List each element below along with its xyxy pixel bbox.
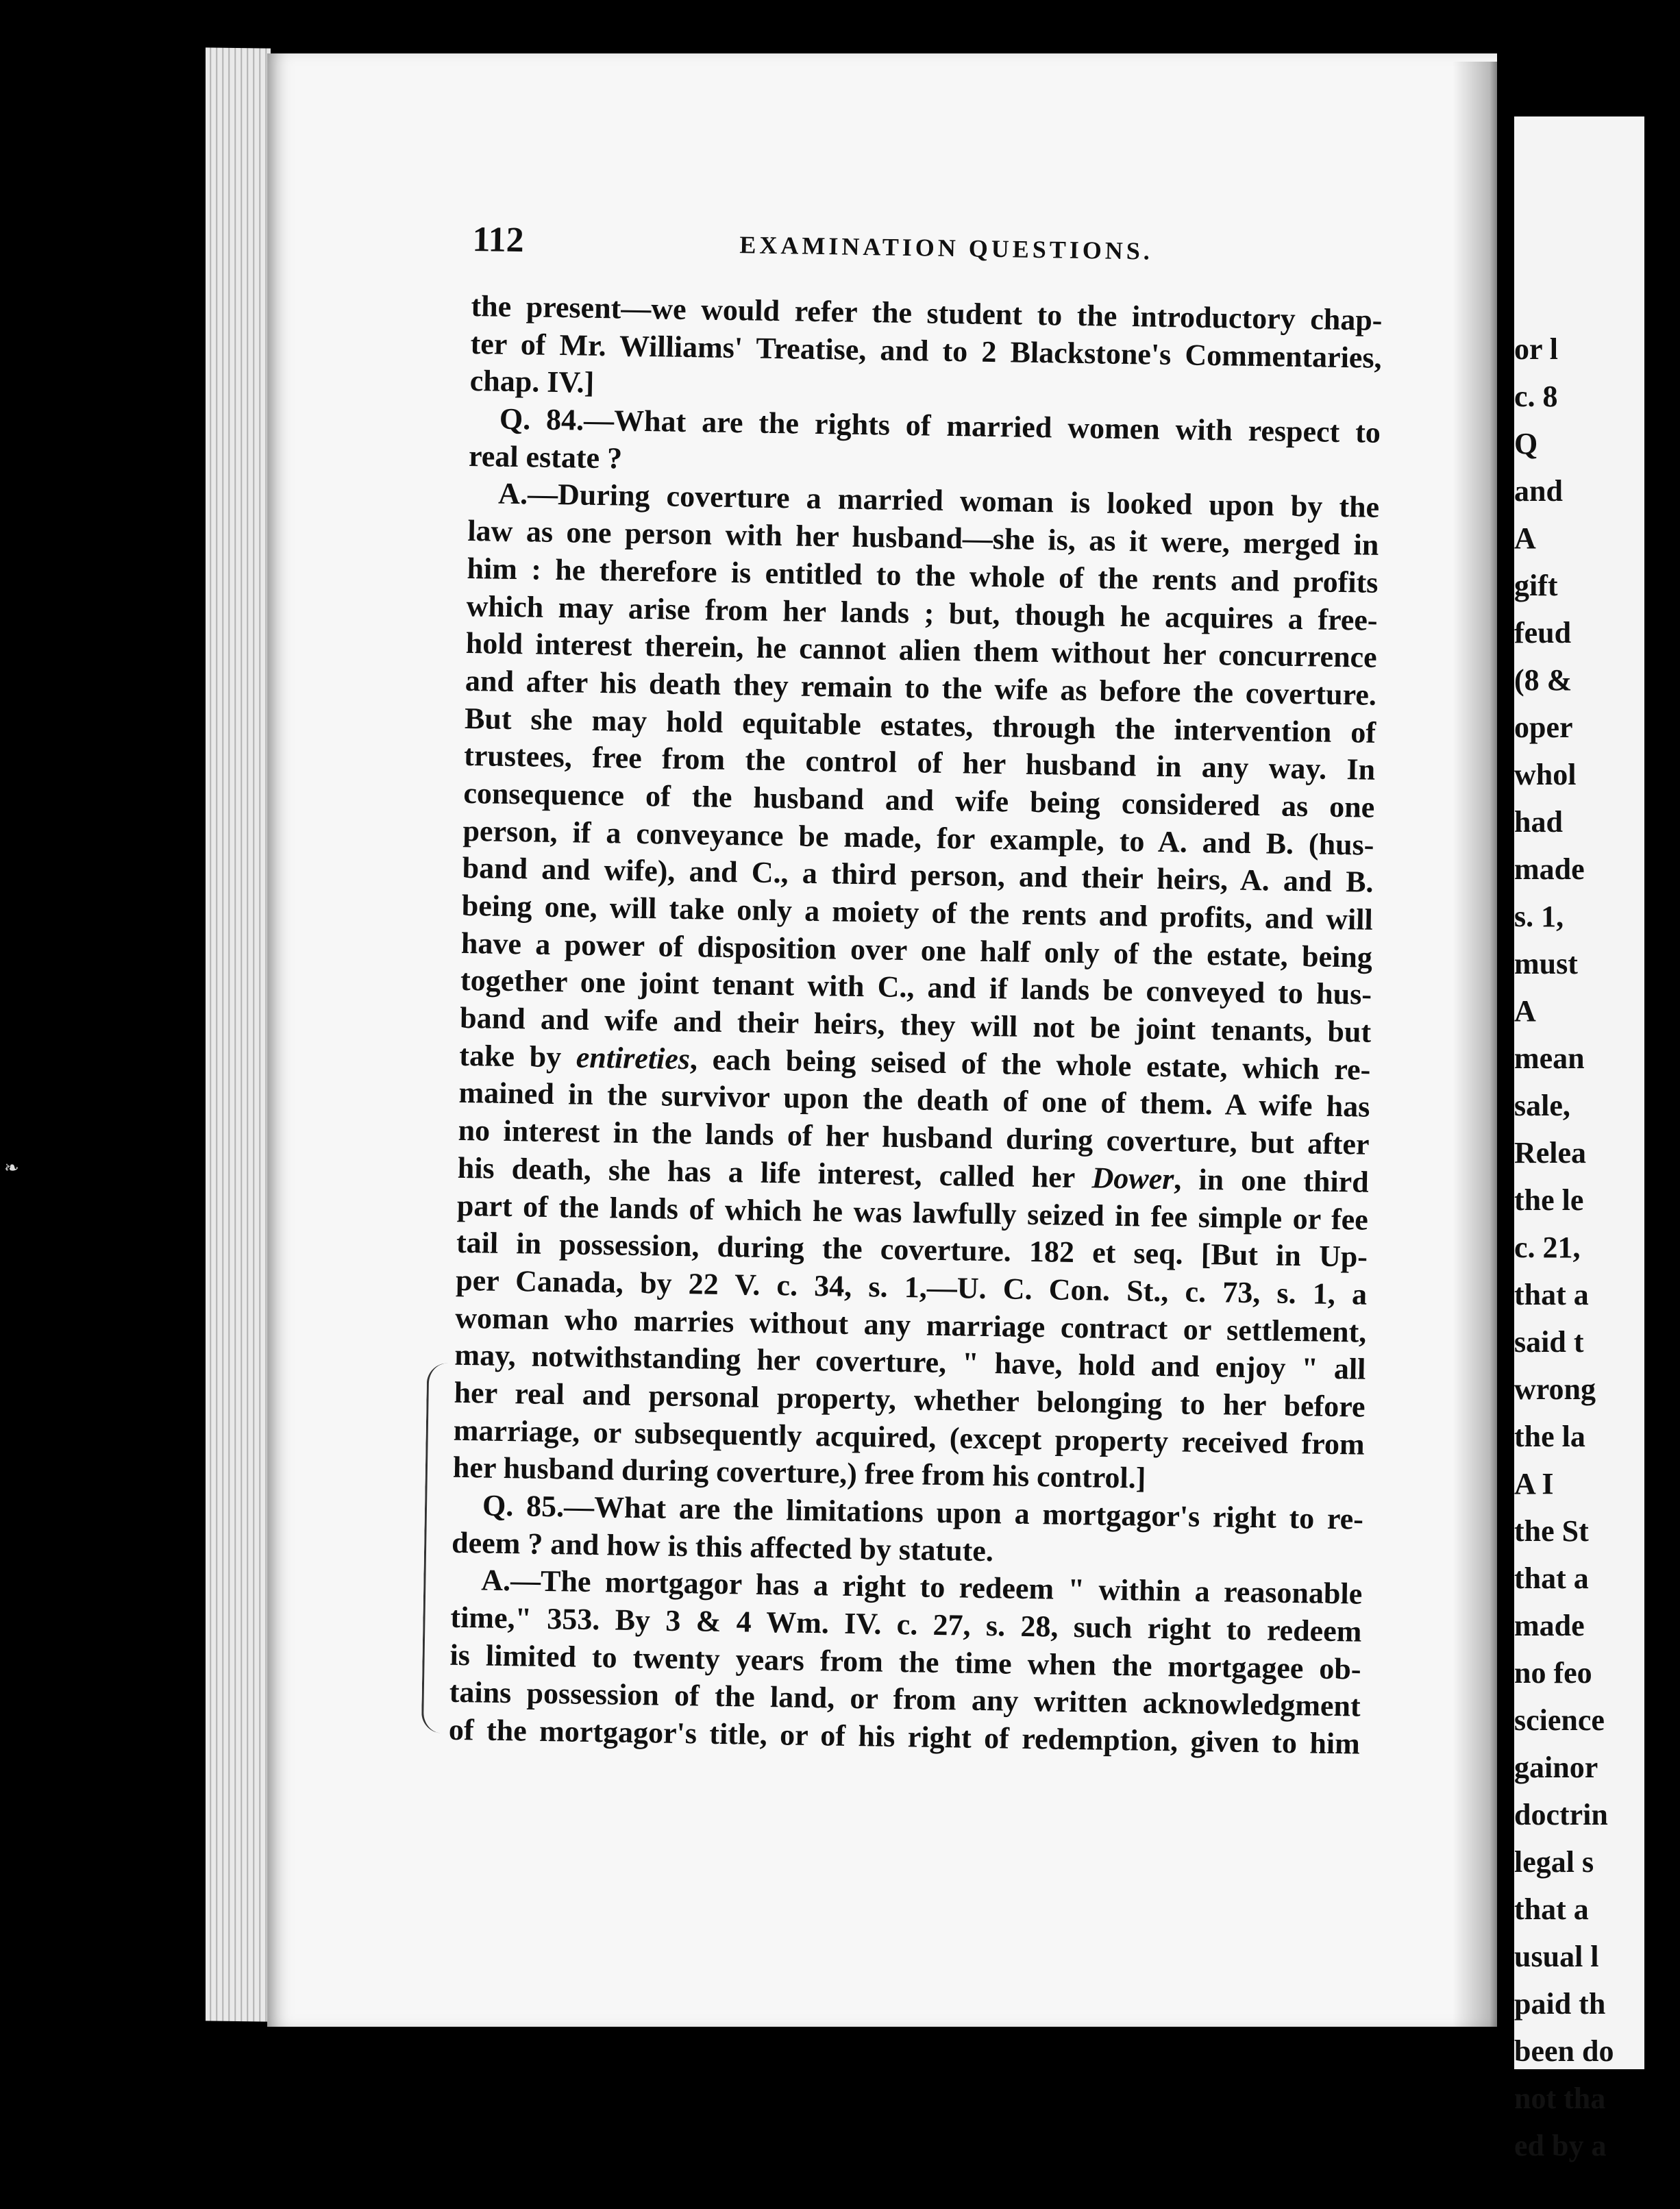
text-line: of the mortgagor's title, or of his right of redemption, given to him bbox=[448, 1712, 1361, 1761]
facing-page-line: had bbox=[1514, 805, 1563, 839]
text-line: band and wife), and C., a third person, and their heirs, A. and B. bbox=[462, 851, 1374, 900]
facing-page-line: Q bbox=[1514, 427, 1538, 460]
facing-page-line: sale, bbox=[1514, 1089, 1570, 1122]
text-line: tail in possession, during the coverture. 182 et seq. [But in Up- bbox=[456, 1226, 1368, 1274]
text-line: person, if a conveyance be made, for example, to A. and B. (hus- bbox=[462, 813, 1374, 862]
facing-page-line: feud bbox=[1514, 616, 1572, 650]
facing-page-line: c. 8 bbox=[1514, 380, 1558, 413]
facing-page-line: wrong bbox=[1514, 1372, 1596, 1406]
text-line: take by entireties, each being seised of the whole estate, which re- bbox=[459, 1038, 1371, 1087]
text-line: him : he therefore is entitled to the whole of the rents and profits bbox=[467, 551, 1379, 600]
text-line: marriage, or subsequently acquired, (except property received from bbox=[453, 1413, 1366, 1461]
body-text bbox=[448, 288, 1382, 1763]
facing-page-line: whol bbox=[1514, 758, 1577, 791]
text-line: may, notwithstanding her coverture, " have, hold and enjoy " all bbox=[454, 1338, 1366, 1386]
facing-page-line: A bbox=[1514, 994, 1536, 1028]
facing-page-line: not tha bbox=[1514, 2082, 1606, 2115]
text-line: her husband during coverture,) free from his control.] bbox=[452, 1451, 1146, 1495]
text-line: part of the lands of which he was lawfully seized in fee simple or fee bbox=[456, 1188, 1369, 1237]
facing-page-line: that a bbox=[1514, 1562, 1589, 1595]
text-line: his death, she has a life interest, called her Dower, in one third bbox=[457, 1150, 1370, 1199]
text-line: woman who marries without any marriage contract or settlement, bbox=[455, 1300, 1367, 1349]
facing-page-line: s. 1, bbox=[1514, 900, 1564, 933]
text-line: hold interest therein, he cannot alien them without her concurrence bbox=[465, 626, 1378, 675]
facing-page-line: and bbox=[1514, 474, 1563, 508]
text-line: trustees, free from the control of her husband in any way. In bbox=[463, 739, 1376, 787]
running-head: EXAMINATION QUESTIONS. bbox=[739, 231, 1154, 265]
facing-page-line: usual l bbox=[1514, 1940, 1599, 1973]
text-line: per Canada, by 22 V. c. 34, s. 1,—U. C. Con. St., c. 73, s. 1, a bbox=[455, 1263, 1368, 1311]
text-line: chap. IV.] bbox=[469, 364, 595, 400]
facing-page-line: made bbox=[1514, 852, 1585, 886]
text-line: and after his death they remain to the wife as before the coverture. bbox=[465, 663, 1377, 712]
text-line: is limited to twenty years from the time when the mortgagee ob- bbox=[449, 1638, 1361, 1686]
text-line: Q. 84.—What are the rights of married women with respect to bbox=[499, 402, 1381, 449]
scan-speck: ❧ bbox=[4, 1158, 19, 1178]
text-line: tains possession of the land, or from any written acknowledgment bbox=[449, 1675, 1361, 1724]
text-line: band and wife and their heirs, they will not be joint tenants, but bbox=[459, 1000, 1372, 1049]
text-line: consequence of the husband and wife being considered as one bbox=[463, 776, 1375, 824]
facing-page-line: paid th bbox=[1514, 1987, 1606, 2021]
facing-page-line: science bbox=[1514, 1703, 1605, 1737]
facing-page-line: been do bbox=[1514, 2034, 1614, 2068]
text-line: Q. 85.—What are the limitations upon a mortgagor's right to re- bbox=[482, 1488, 1364, 1536]
text-line: together one joint tenant with C., and if lands be conveyed to hus- bbox=[460, 963, 1372, 1012]
facing-page-line: ed by a bbox=[1514, 2129, 1607, 2162]
text-line: law as one person with her husband—she is, as it were, merged in bbox=[467, 514, 1379, 562]
facing-page-line: A I bbox=[1514, 1467, 1554, 1501]
book-page-edges bbox=[206, 47, 271, 2021]
facing-page-line: said t bbox=[1514, 1325, 1584, 1359]
facing-page-line: gift bbox=[1514, 569, 1558, 602]
text-line: But she may hold equitable estates, through the intervention of bbox=[464, 701, 1376, 750]
facing-page-line: must bbox=[1514, 947, 1578, 980]
text-line: her real and personal property, whether belonging to her before bbox=[454, 1375, 1366, 1424]
facing-page-line: made bbox=[1514, 1609, 1585, 1642]
text-line: being one, will take only a moiety of the rents and profits, and will bbox=[461, 888, 1374, 937]
text-line: A.—The mortgagor has a right to redeem " within a reasonable bbox=[480, 1563, 1363, 1612]
facing-page bbox=[1514, 116, 1644, 2162]
facing-page-line: A bbox=[1514, 521, 1536, 555]
text-line: which may arise from her lands ; but, though he acquires a free- bbox=[466, 589, 1378, 637]
facing-page-line: mean bbox=[1514, 1041, 1585, 1075]
facing-page-line: oper bbox=[1514, 711, 1573, 744]
facing-page-line: that a bbox=[1514, 1892, 1589, 1926]
facing-page-line: (8 & bbox=[1514, 663, 1572, 697]
text-line: deem ? and how is this affected by statute. bbox=[451, 1525, 994, 1568]
page-number: 112 bbox=[472, 219, 525, 260]
facing-page-line: or l bbox=[1514, 332, 1558, 366]
facing-page-line: gainor bbox=[1514, 1751, 1598, 1784]
facing-page-line: the le bbox=[1514, 1183, 1584, 1217]
facing-page-line: that a bbox=[1514, 1278, 1589, 1311]
text-line: no interest in the lands of her husband during coverture, but after bbox=[458, 1113, 1370, 1161]
text-line: have a power of disposition over one half only of the estate, being bbox=[460, 926, 1373, 974]
text-line: mained in the survivor upon the death of one of them. A wife has bbox=[458, 1076, 1370, 1124]
facing-page-line: legal s bbox=[1514, 1845, 1594, 1879]
facing-page-line: c. 21, bbox=[1514, 1231, 1581, 1264]
text-line: time," 353. By 3 & 4 Wm. IV. c. 27, s. 28, such right to redeem bbox=[450, 1600, 1362, 1649]
facing-page-line: Relea bbox=[1514, 1136, 1587, 1170]
facing-page-line: doctrin bbox=[1514, 1798, 1608, 1831]
text-line: A.—During coverture a married woman is looked upon by the bbox=[497, 477, 1380, 525]
facing-page-text bbox=[1433, 325, 1680, 2169]
text-line: ter of Mr. Williams' Treatise, and to 2 Blackstone's Commentaries, bbox=[470, 326, 1382, 375]
facing-page-line: the St bbox=[1514, 1514, 1589, 1548]
facing-page-line: no feo bbox=[1514, 1656, 1592, 1690]
facing-page-line: the la bbox=[1514, 1420, 1585, 1453]
text-line: real estate ? bbox=[468, 439, 623, 476]
text-line: the present—we would refer the student to the introductory chap- bbox=[471, 288, 1383, 337]
